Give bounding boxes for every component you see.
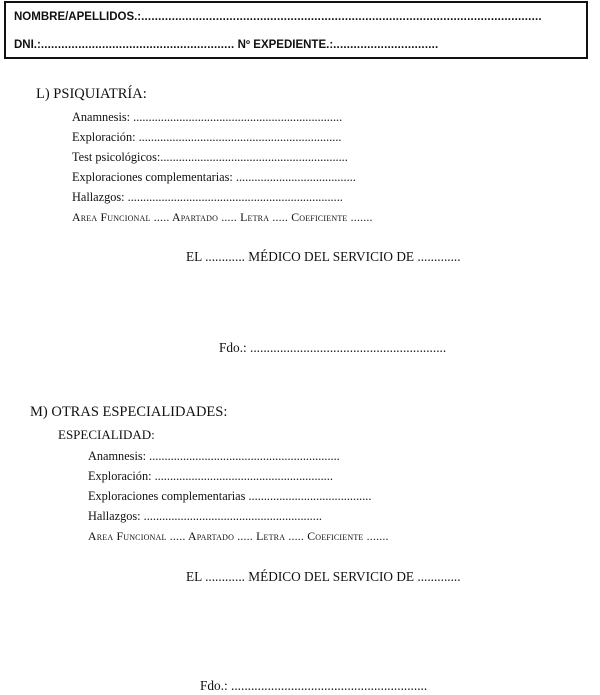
l-exploracion-field[interactable]: Exploración: .................................................................. [72, 130, 342, 144]
dni-row [14, 39, 438, 51]
l-exploraciones-complementarias-field[interactable]: Exploraciones complementarias: ....................................... [72, 170, 356, 184]
section-l-title: L) PSIQUIATRÍA: [36, 86, 147, 102]
l-anamnesis-field[interactable]: Anamnesis: .................................................................... [72, 110, 343, 124]
expediente-label: Nº EXPEDIENTE.: [237, 39, 334, 51]
m-functional-area-line[interactable]: Area Funcional ..... Apartado ..... Letra ..... Coeficiente ....... [88, 529, 389, 543]
name-row [14, 11, 542, 23]
l-functional-area-line[interactable]: Area Funcional ..... Apartado ..... Letra ..... Coeficiente ....... [72, 210, 373, 224]
m-doctor-line[interactable]: EL ............ MÉDICO DEL SERVICIO DE ............. [186, 569, 461, 584]
patient-header-box [4, 1, 588, 59]
m-signature-line[interactable]: Fdo.: ........................................................... [200, 678, 428, 693]
l-signature-line[interactable]: Fdo.: ........................................................... [219, 340, 447, 355]
m-anamnesis-field[interactable]: Anamnesis: .............................................................. [88, 449, 340, 463]
dni-label: DNI.: [14, 39, 41, 51]
l-doctor-line[interactable]: EL ............ MÉDICO DEL SERVICIO DE ............. [186, 249, 461, 264]
m-exploraciones-complementarias-field[interactable]: Exploraciones complementarias ........................................ [88, 489, 372, 503]
m-exploracion-field[interactable]: Exploración: .......................................................... [88, 469, 333, 483]
name-field[interactable]: ...................................................................................................................... [141, 11, 542, 23]
m-hallazgos-field[interactable]: Hallazgos: .......................................................... [88, 509, 322, 523]
expediente-field[interactable]: ............................... [333, 39, 439, 51]
name-label: NOMBRE/APELLIDOS.: [14, 11, 142, 23]
l-hallazgos-field[interactable]: Hallazgos: ...................................................................... [72, 190, 343, 204]
section-m-title: M) OTRAS ESPECIALIDADES: [30, 404, 228, 420]
dni-field[interactable]: ......................................................... [40, 39, 235, 51]
specialty-label: ESPECIALIDAD: [58, 427, 155, 442]
l-test-psicologicos-field[interactable]: Test psicológicos:............................................................. [72, 150, 348, 164]
